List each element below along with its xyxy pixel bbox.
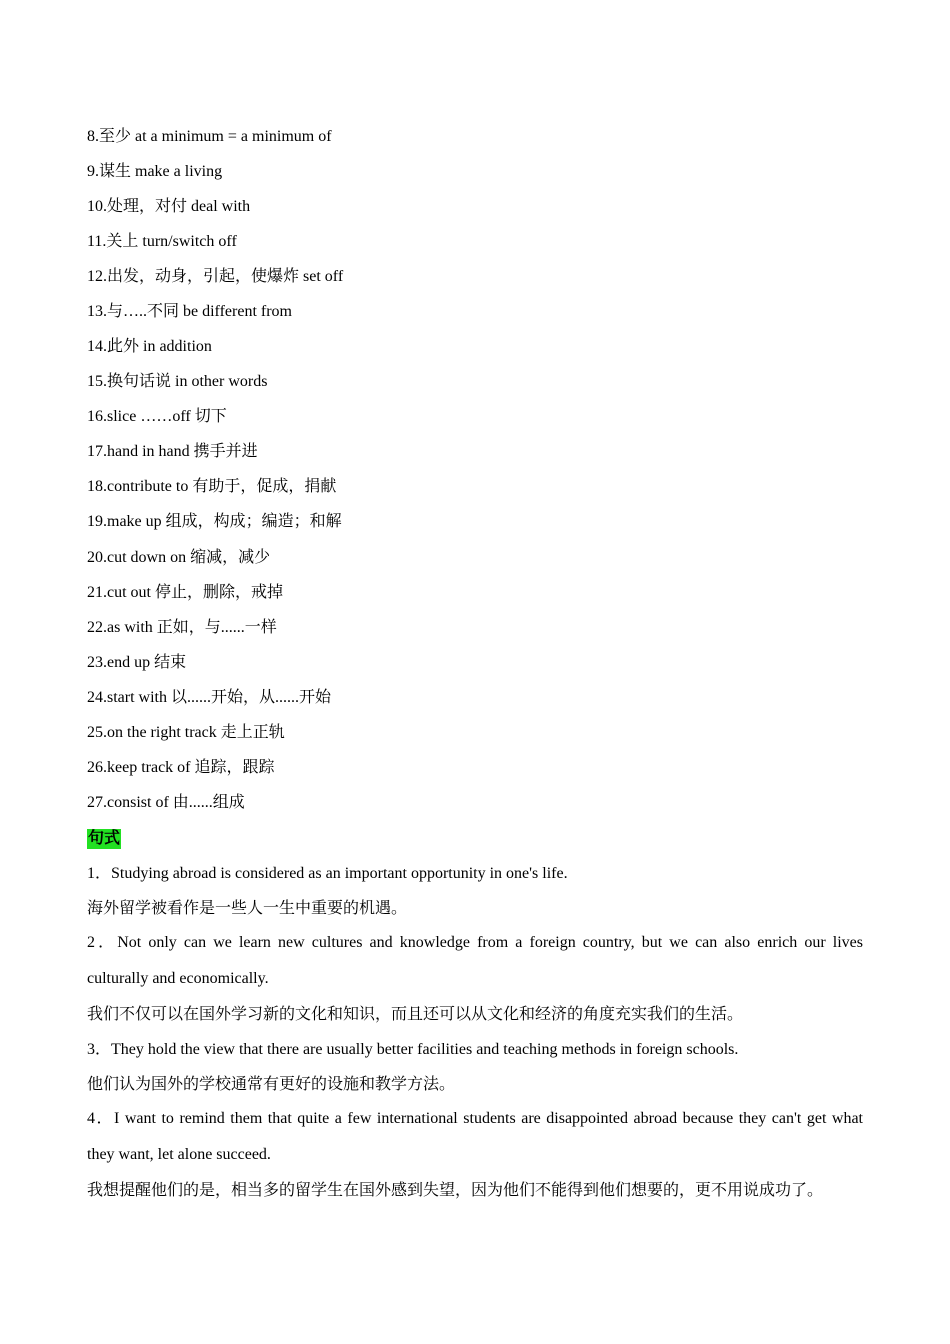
section-heading: 句式 bbox=[88, 830, 121, 847]
phrase-item: 17.hand in hand 携手并进 bbox=[87, 443, 258, 460]
phrase-item: 15.换句话说 in other words bbox=[87, 373, 268, 390]
phrase-item: 19.make up 组成，构成；编造；和解 bbox=[87, 513, 342, 530]
phrase-item: 10.处理，对付 deal with bbox=[87, 198, 251, 215]
phrase-item: 26.keep track of 追踪，跟踪 bbox=[87, 759, 275, 776]
phrase-item: 12.出发，动身，引起，使爆炸 set off bbox=[87, 268, 344, 285]
phrase-item: 22.as with 正如，与......一样 bbox=[87, 619, 277, 636]
sentence-en: 3．They hold the view that there are usually better facilities and teaching methods in foreign schools. bbox=[87, 1041, 739, 1058]
phrase-item: 24.start with 以......开始，从......开始 bbox=[87, 689, 331, 706]
sentence-zh: 海外留学被看作是一些人一生中重要的机遇。 bbox=[87, 900, 408, 917]
sentence-en: 4．I want to remind them that quite a few international students are disappointed abroad because they can't get what they want, let alone succeed. bbox=[87, 1110, 863, 1163]
phrase-item: 27.consist of 由......组成 bbox=[87, 794, 245, 811]
phrase-item: 25.on the right track 走上正轨 bbox=[87, 724, 285, 741]
sentence-zh: 我们不仅可以在国外学习新的文化和知识，而且还可以从文化和经济的角度充实我们的生活。 bbox=[87, 1006, 744, 1023]
phrase-item: 21.cut out 停止，删除，戒掉 bbox=[87, 584, 283, 601]
phrase-item: 23.end up 结束 bbox=[87, 654, 187, 671]
phrase-item: 9.谋生 make a living bbox=[87, 163, 223, 180]
phrase-item: 11.关上 turn/switch off bbox=[87, 233, 237, 250]
phrase-item: 8.至少 at a minimum = a minimum of bbox=[87, 128, 332, 145]
phrase-item: 16.slice ……off 切下 bbox=[87, 408, 227, 425]
sentence-zh: 他们认为国外的学校通常有更好的设施和教学方法。 bbox=[87, 1076, 456, 1093]
phrase-item: 18.contribute to 有助于，促成，捐献 bbox=[87, 478, 337, 495]
sentence-zh: 我想提醒他们的是，相当多的留学生在国外感到失望，因为他们不能得到他们想要的，更不用说成功了。 bbox=[87, 1182, 824, 1199]
sentence-en: 2．Not only can we learn new cultures and knowledge from a foreign country, but we can also enrich our lives culturally and economically. bbox=[87, 934, 863, 987]
phrase-item: 20.cut down on 缩减，减少 bbox=[87, 549, 271, 566]
sentence-en: 1．Studying abroad is considered as an important opportunity in one's life. bbox=[87, 865, 568, 882]
phrase-item: 14.此外 in addition bbox=[87, 338, 212, 355]
phrase-item: 13.与…..不同 be different from bbox=[87, 303, 292, 320]
